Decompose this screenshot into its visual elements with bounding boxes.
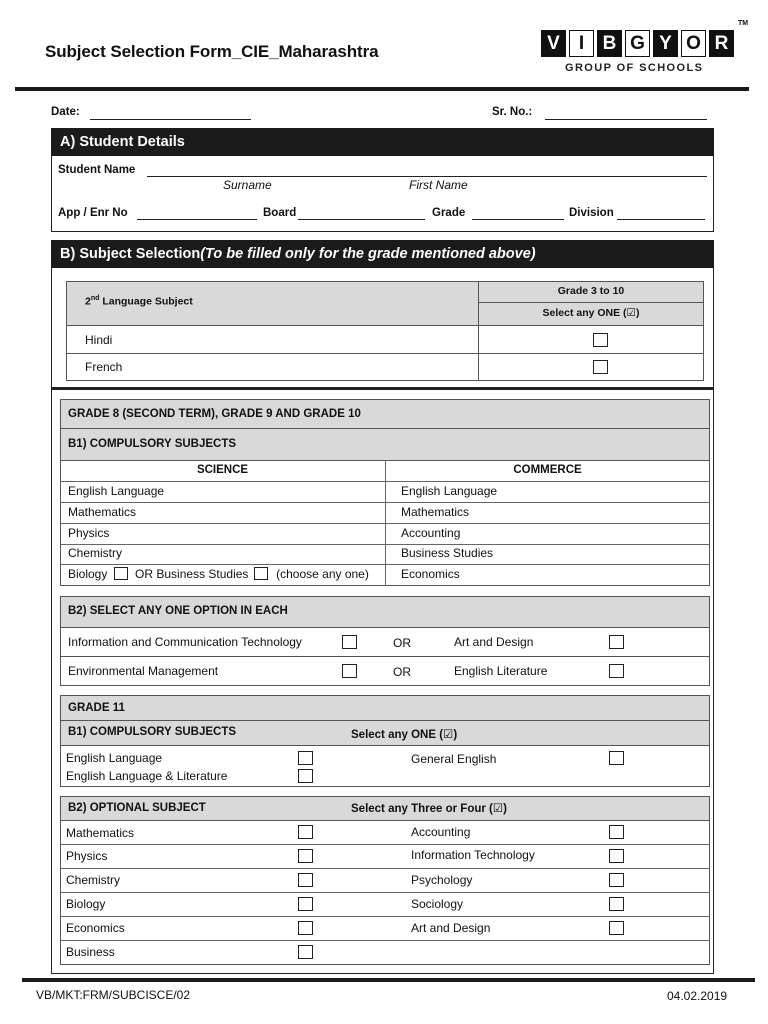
logo-letter: O <box>681 30 706 57</box>
student-details-heading <box>51 128 714 156</box>
business-checkbox[interactable] <box>298 945 313 959</box>
sociology-checkbox[interactable] <box>609 897 624 911</box>
section-a-title: A) Student Details <box>60 134 185 150</box>
ict-checkbox[interactable] <box>342 635 357 649</box>
biology-label: Biology <box>68 567 108 581</box>
chemistry-checkbox[interactable] <box>298 873 313 887</box>
optional-subject-label: Chemistry <box>66 873 121 887</box>
grade8-b2-title: B2) SELECT ANY ONE OPTION IN EACH <box>68 605 288 617</box>
optional-subject-label: Information Technology <box>411 848 535 862</box>
select-one-label: Select any ONE (☑) <box>542 307 640 319</box>
logo-letter: V <box>541 30 566 57</box>
art-design-label: Art and Design <box>454 635 534 649</box>
or-label: OR <box>393 665 411 679</box>
grade11-b1-title: B1) COMPULSORY SUBJECTS <box>68 726 237 738</box>
optional-subject-label: Economics <box>66 921 125 935</box>
row-divider <box>60 916 710 917</box>
ict-label: Information and Communication Technology <box>68 635 302 649</box>
grade8-header <box>60 399 710 429</box>
science-subject: Chemistry <box>68 546 123 560</box>
grade-field[interactable] <box>472 219 564 220</box>
commerce-subject: Accounting <box>401 526 461 540</box>
table-cell <box>478 325 704 354</box>
grade11-b2-header <box>60 796 710 821</box>
or-label: OR <box>393 636 411 650</box>
commerce-subject: Business Studies <box>401 546 494 560</box>
row-divider <box>60 564 710 565</box>
section-divider <box>51 387 714 390</box>
date-label: Date: <box>51 106 80 118</box>
logo-letter: I <box>569 30 594 57</box>
information-technology-checkbox[interactable] <box>609 849 624 863</box>
optional-subject-label: Accounting <box>411 825 471 839</box>
grade8-b1-title: B1) COMPULSORY SUBJECTS <box>68 438 237 450</box>
science-header: SCIENCE <box>196 464 249 476</box>
or-business-label: OR Business Studies <box>135 567 249 581</box>
grade8-b1-header <box>60 428 710 461</box>
student-name-label: Student Name <box>58 164 136 176</box>
grade-label: Grade <box>432 207 466 219</box>
eng-lit-checkbox[interactable] <box>609 664 624 678</box>
commerce-header: COMMERCE <box>513 464 582 476</box>
row-divider <box>60 481 710 482</box>
app-enr-label: App / Enr No <box>58 207 128 219</box>
date-field[interactable] <box>90 119 251 120</box>
row-divider <box>60 868 710 869</box>
env-mgmt-checkbox[interactable] <box>342 664 357 678</box>
logo-letter: R <box>709 30 734 57</box>
french-label: French <box>85 360 123 374</box>
optional-subject-label: Psychology <box>411 873 473 887</box>
english-language-checkbox[interactable] <box>298 751 313 765</box>
surname-caption: Surname <box>223 178 272 192</box>
grade11-header <box>60 695 710 721</box>
art-and-design-checkbox[interactable] <box>609 921 624 935</box>
hindi-checkbox[interactable] <box>593 333 608 347</box>
section-b-title: B) Subject Selection <box>60 246 201 262</box>
optional-subject-label: Art and Design <box>411 921 491 935</box>
lang-subject-label: 2nd Language Subject <box>85 295 193 308</box>
table-row <box>66 325 479 354</box>
economics-checkbox[interactable] <box>298 921 313 935</box>
grade11-b2-select: Select any Three or Four (☑) <box>351 803 508 815</box>
general-english-label: General English <box>411 752 497 766</box>
grade11-title: GRADE 11 <box>68 702 125 714</box>
biology-or-business-row <box>68 567 369 581</box>
eng-lit-label: English Literature <box>454 664 548 678</box>
grade11-b1-header <box>60 720 710 746</box>
hindi-label: Hindi <box>85 333 113 347</box>
trademark-mark: TM <box>738 20 749 27</box>
science-subject: English Language <box>68 484 165 498</box>
srno-label: Sr. No.: <box>492 106 533 118</box>
physics-checkbox[interactable] <box>298 849 313 863</box>
commerce-subject: Mathematics <box>401 505 470 519</box>
optional-subject-label: Biology <box>66 897 106 911</box>
form-title: Subject Selection Form_CIE_Maharashtra <box>45 42 379 61</box>
optional-subject-label: Business <box>66 945 115 959</box>
french-checkbox[interactable] <box>593 360 608 374</box>
english-language-label: English Language <box>66 751 163 765</box>
biology-checkbox[interactable] <box>114 567 128 580</box>
logo-letter: B <box>597 30 622 57</box>
row-divider <box>60 844 710 845</box>
art-design-checkbox[interactable] <box>609 635 624 649</box>
business-studies-checkbox[interactable] <box>254 567 268 580</box>
biology-checkbox[interactable] <box>298 897 313 911</box>
board-field[interactable] <box>298 219 425 220</box>
row-divider <box>60 544 710 545</box>
header-divider <box>15 87 749 91</box>
env-mgmt-label: Environmental Management <box>68 664 219 678</box>
mathematics-checkbox[interactable] <box>298 825 313 839</box>
table-cell <box>478 353 704 381</box>
lang-subject-header <box>66 281 479 326</box>
grade8-b2-header <box>60 596 710 628</box>
grade11-b2-title: B2) OPTIONAL SUBJECT <box>68 802 206 814</box>
row-divider <box>60 892 710 893</box>
section-b-note: (To be filled only for the grade mentioned above) <box>200 246 536 262</box>
grade-range-header <box>478 281 704 303</box>
srno-field[interactable] <box>545 119 707 120</box>
science-subject: Physics <box>68 526 110 540</box>
english-lang-lit-label: English Language & Literature <box>66 769 228 783</box>
optional-subject-label: Sociology <box>411 897 464 911</box>
science-subject: Mathematics <box>68 505 137 519</box>
general-english-checkbox[interactable] <box>609 751 624 765</box>
choose-any-one-note: (choose any one) <box>276 567 369 581</box>
grade-range-label: Grade 3 to 10 <box>557 285 625 297</box>
board-label: Board <box>263 207 297 219</box>
logo-letter: G <box>625 30 650 57</box>
accounting-checkbox[interactable] <box>609 825 624 839</box>
first-name-caption: First Name <box>409 178 468 192</box>
logo-subtitle: GROUP OF SCHOOLS <box>565 62 704 74</box>
row-divider <box>60 940 710 941</box>
app-enr-field[interactable] <box>137 219 257 220</box>
division-label: Division <box>569 207 614 219</box>
footer-divider <box>22 978 755 982</box>
grade11-b1-select: Select any ONE (☑) <box>351 729 458 741</box>
commerce-subject: English Language <box>401 484 498 498</box>
vibgyor-logo <box>541 30 737 57</box>
optional-subject-label: Physics <box>66 849 108 863</box>
form-date: 04.02.2019 <box>667 989 728 1003</box>
grade8-title: GRADE 8 (SECOND TERM), GRADE 9 AND GRADE 10 <box>68 408 361 420</box>
logo-letter: Y <box>653 30 678 57</box>
english-lang-lit-checkbox[interactable] <box>298 769 313 783</box>
row-divider <box>60 523 710 524</box>
psychology-checkbox[interactable] <box>609 873 624 887</box>
division-field[interactable] <box>617 219 705 220</box>
commerce-subject: Economics <box>401 567 460 581</box>
student-name-field[interactable] <box>147 176 707 177</box>
row-divider <box>60 502 710 503</box>
select-one-header <box>478 302 704 326</box>
form-code: VB/MKT:FRM/SUBCISCE/02 <box>36 988 191 1002</box>
optional-subject-label: Mathematics <box>66 826 135 840</box>
table-row <box>66 353 479 381</box>
subject-selection-heading <box>51 240 714 268</box>
